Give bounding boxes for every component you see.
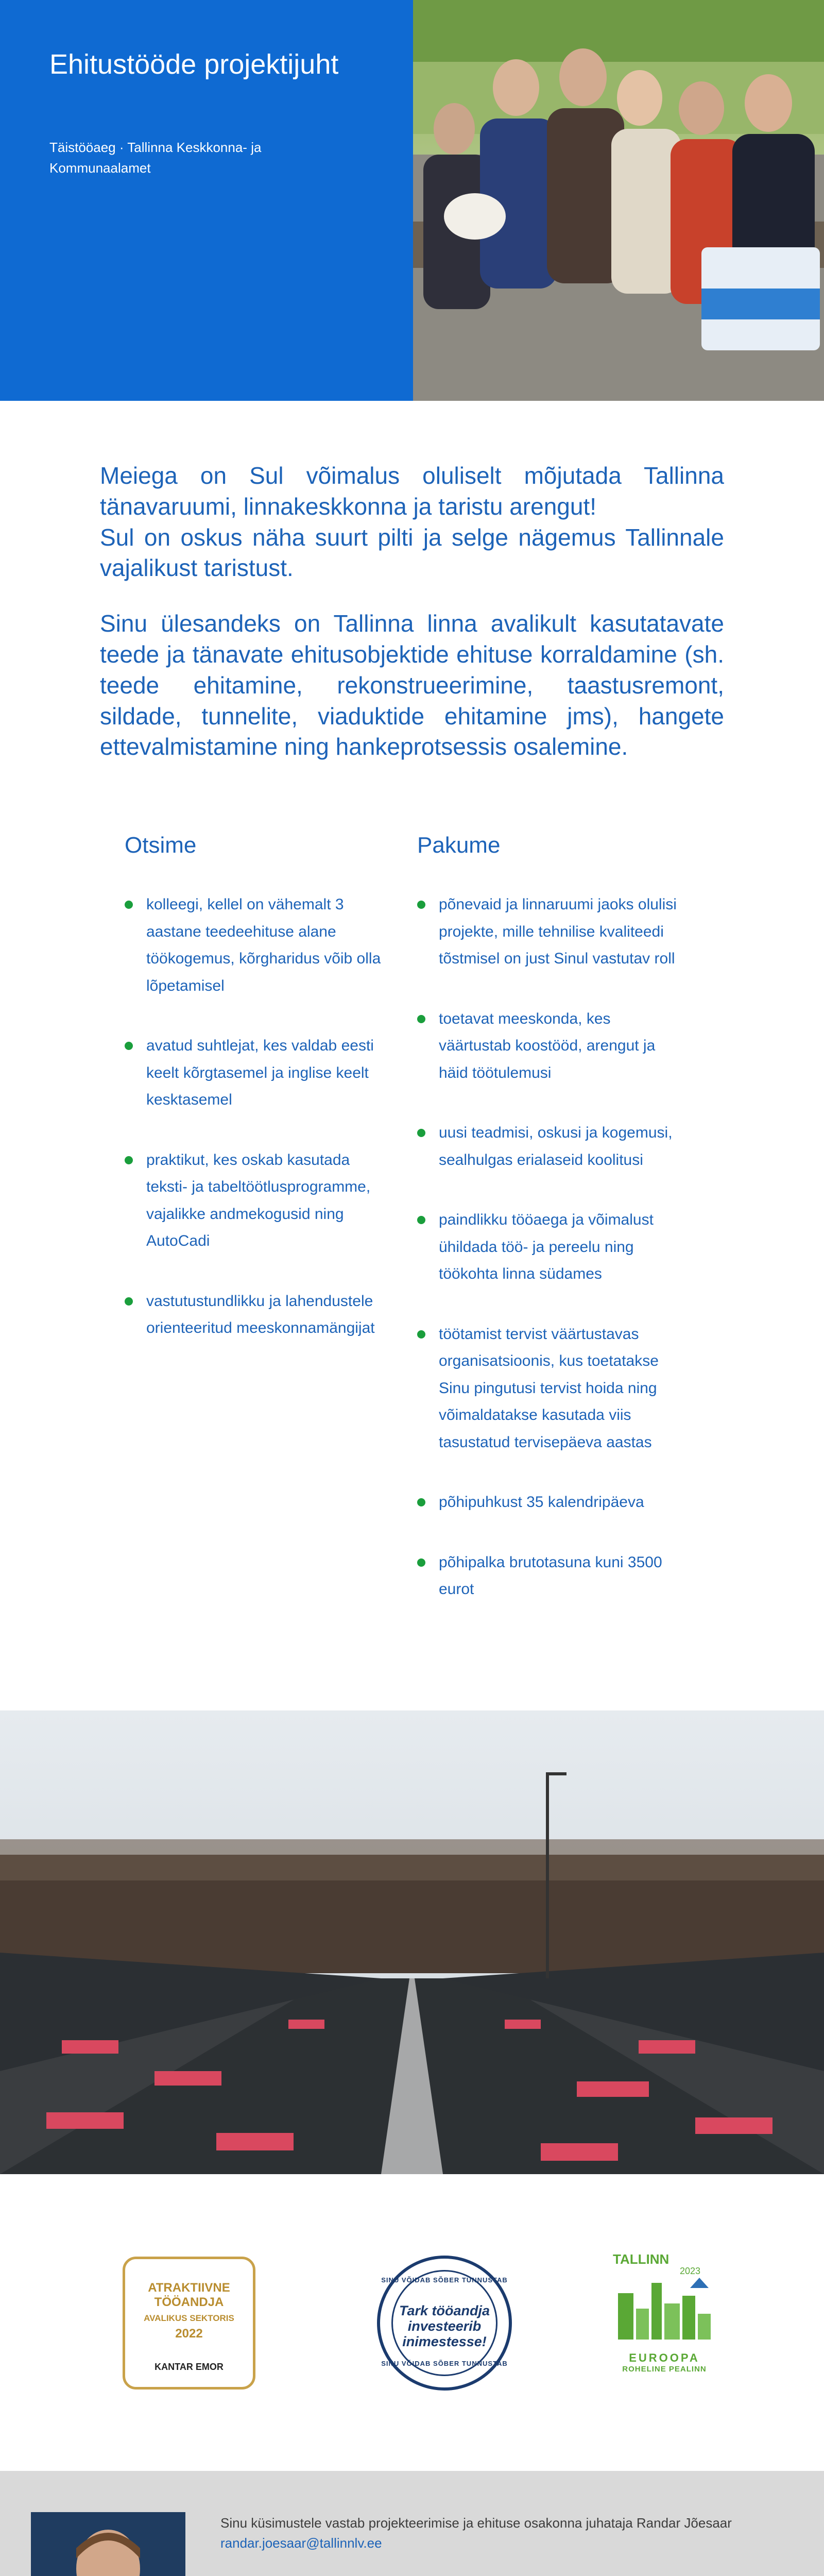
offering-list bbox=[417, 891, 685, 1603]
list-item-text: paindlikku tööaega ja võimalust ühildada töö- ja pereelu ning töökohta linna südames bbox=[439, 1211, 654, 1282]
badge-line-3: AVALIKUS SEKTORIS bbox=[144, 2313, 234, 2324]
seeking-column bbox=[125, 833, 392, 1375]
list-item bbox=[417, 1120, 685, 1174]
contact-portrait bbox=[31, 2512, 185, 2576]
green-capital-year: 2023 bbox=[680, 2266, 701, 2276]
list-item-text: põhipuhkust 35 kalendripäeva bbox=[439, 1494, 644, 1511]
intro-line-1: Meiega on Sul võimalus oluliselt mõjutada Tallinna tänavaruumi, linnakeskkonna ja taristu arengut! bbox=[100, 462, 724, 520]
intro-paragraph bbox=[100, 461, 724, 584]
bullet-icon bbox=[417, 1498, 425, 1506]
awards-section bbox=[0, 2251, 824, 2401]
badge-line-2: TÖÖANDJA bbox=[154, 2295, 224, 2309]
list-item bbox=[125, 1288, 392, 1342]
bullet-icon bbox=[417, 1330, 425, 1338]
attractive-employer-badge bbox=[123, 2257, 255, 2389]
list-item bbox=[125, 1032, 392, 1114]
contact-section bbox=[0, 2471, 824, 2576]
intro-line-2: Sul on oskus näha suurt pilti ja selge nägemus Tallinnale vajalikust taristust. bbox=[100, 523, 724, 582]
hero-section bbox=[0, 0, 824, 401]
green-capital-badge bbox=[613, 2251, 716, 2401]
badge-line-1: ATRAKTIIVNE bbox=[148, 2281, 230, 2295]
offering-column bbox=[417, 833, 685, 1636]
list-item bbox=[417, 1207, 685, 1288]
list-item-text: kolleegi, kellel on vähemalt 3 aastane teedeehituse alane töökogemus, kõrgharidus võib olla lõpetamisel bbox=[146, 896, 381, 994]
list-item-text: praktikut, kes oskab kasutada teksti- ja tabeltöötlusprogramme, vajalikke andmekogusid ning AutoCadi bbox=[146, 1151, 371, 1249]
contact-text: Sinu küsimustele vastab projekteerimise ja ehituse osakonna juhataja Randar Jõesaar bbox=[220, 2515, 732, 2531]
job-subtitle: Täistööaeg · Tallinna Keskkonna- ja Kommunaalamet bbox=[49, 140, 262, 176]
green-capital-city: TALLINN bbox=[613, 2251, 670, 2267]
badge-ring-text-bottom: SINU VÕIDAB SÕBER TUNNUSTAB bbox=[381, 2360, 508, 2367]
team-photo bbox=[413, 0, 824, 401]
list-item-text: põhipalka brutotasuna kuni 3500 eurot bbox=[439, 1553, 662, 1598]
list-item bbox=[125, 1147, 392, 1255]
bullet-icon bbox=[417, 1129, 425, 1137]
list-item bbox=[417, 1549, 685, 1603]
intro-duties: Sinu ülesandeks on Tallinna linna avalikult kasutatavate teede ja tänavate ehitusobjektide ehituse korraldamine (sh. teede ehitamine, rekonstrueerimine, taastusremont, sildade, tunnelite, viaduktide ehitamine jms), hangete ettevalmistamine ning hankeprotsessis osalemine. bbox=[100, 610, 724, 760]
intro-text bbox=[100, 461, 724, 787]
list-item-text: toetavat meeskonda, kes väärtustab koostööd, arengut ja häid töötulemusi bbox=[439, 1010, 656, 1081]
badge-ring-text-top: SINU VÕIDAB SÕBER TUNNUSTAB bbox=[381, 2276, 508, 2284]
bullet-icon bbox=[125, 1156, 133, 1164]
list-item-text: töötamist tervist väärtustavas organisatsioonis, kus toetatakse Sinu pingutusi tervist hoida ning võimaldatakse kasutada viis tasustatud tervisepäeva aastas bbox=[439, 1325, 659, 1451]
bullet-icon bbox=[417, 901, 425, 909]
green-capital-line-1: EUROOPA bbox=[629, 2351, 700, 2364]
bullet-icon bbox=[417, 1015, 425, 1023]
badge-year: 2022 bbox=[175, 2326, 203, 2341]
bridge-photo bbox=[0, 1710, 824, 2174]
bullet-icon bbox=[125, 1042, 133, 1050]
contact-info bbox=[220, 2513, 777, 2553]
bullet-icon bbox=[125, 901, 133, 909]
list-item-text: uusi teadmisi, oskusi ja kogemusi, sealhulgas erialaseid koolitusi bbox=[439, 1124, 673, 1168]
seeking-list bbox=[125, 891, 392, 1342]
list-item bbox=[417, 891, 685, 973]
job-title: Ehitustööde projektijuht bbox=[49, 49, 339, 80]
seeking-heading: Otsime bbox=[125, 833, 197, 858]
green-capital-line-2: ROHELINE PEALINN bbox=[622, 2365, 707, 2374]
bullet-icon bbox=[417, 1216, 425, 1224]
badge-brand: KANTAR EMOR bbox=[154, 2361, 224, 2372]
bridge-photo-illustration bbox=[0, 1710, 824, 2174]
bullet-icon bbox=[125, 1297, 133, 1306]
list-item bbox=[417, 1006, 685, 1087]
contact-email-link[interactable]: randar.joesaar@tallinnlv.ee bbox=[220, 2535, 382, 2551]
list-item-text: avatud suhtlejat, kes valdab eesti keelt kõrgtasemel ja inglise keelt kesktasemel bbox=[146, 1037, 374, 1108]
list-item bbox=[125, 891, 392, 999]
list-item bbox=[417, 1489, 685, 1516]
offering-heading: Pakume bbox=[417, 833, 501, 858]
hero-blue-panel bbox=[0, 0, 413, 401]
contact-person-photo bbox=[31, 2512, 185, 2576]
city-skyline-icon bbox=[613, 2267, 716, 2345]
list-item-text: põnevaid ja linnaruumi jaoks olulisi projekte, mille tehnilise kvaliteedi tõstmisel on just Sinul vastutav roll bbox=[439, 896, 677, 967]
badge-slogan: Tark tööandja investeerib inimestesse! bbox=[399, 2303, 490, 2350]
list-item-text: vastutustundlikku ja lahendustele orienteeritud meeskonnamängijat bbox=[146, 1292, 375, 1336]
team-photo-illustration bbox=[413, 0, 824, 401]
list-item bbox=[417, 1321, 685, 1456]
bullet-icon bbox=[417, 1558, 425, 1567]
smart-employer-badge bbox=[377, 2256, 512, 2391]
